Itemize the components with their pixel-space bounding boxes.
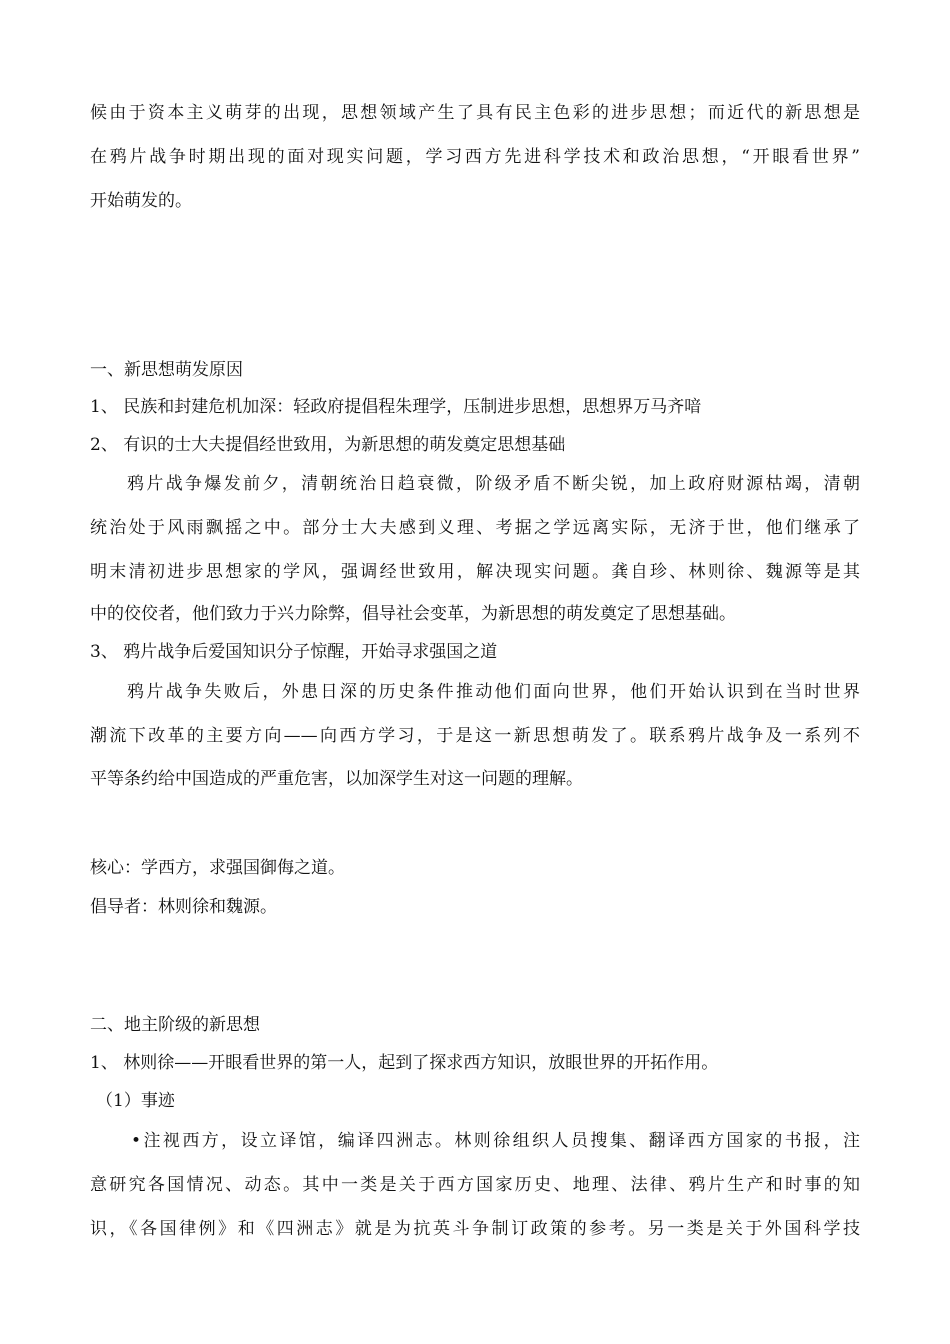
section1-para2-line-1: 鸦片战争爆发前夕，清朝统治日趋衰微，阶级矛盾不断尖锐，加上政府财源枯竭，清朝 [127, 474, 860, 494]
section2-heading: 二、地主阶级的新思想 [90, 1015, 260, 1035]
intro-line-3: 开始萌发的。 [90, 191, 192, 211]
section1-advocates: 倡导者：林则徐和魏源。 [90, 897, 277, 917]
section1-para3-line-3: 平等条约给中国造成的严重危害，以加深学生对这一问题的理解。 [90, 769, 583, 789]
section2-sub-1: （1）事迹 [96, 1091, 175, 1111]
section2-item-1: 1、 林则徐——开眼看世界的第一人，起到了探求西方知识，放眼世界的开拓作用。 [90, 1053, 719, 1073]
section1-item-3: 3、 鸦片战争后爱国知识分子惊醒，开始寻求强国之道 [90, 642, 498, 662]
section2-para-line-1: •注视西方，设立译馆，编译四洲志。林则徐组织人员搜集、翻译西方国家的书报，注 [131, 1131, 860, 1151]
section2-para-line-3: 识，《各国律例》和《四洲志》就是为抗英斗争制订政策的参考。另一类是关于外国科学技 [90, 1219, 860, 1239]
section1-para2-line-2: 统治处于风雨飘摇之中。部分士大夫感到义理、考据之学远离实际，无济于世，他们继承了 [90, 518, 860, 538]
section1-para2-line-3: 明末清初进步思想家的学风，强调经世致用，解决现实问题。龚自珍、林则徐、魏源等是其 [90, 562, 860, 582]
section1-para3-line-2: 潮流下改革的主要方向——向西方学习，于是这一新思想萌发了。联系鸦片战争及一系列不 [90, 726, 860, 746]
section1-core: 核心：学西方，求强国御侮之道。 [90, 858, 345, 878]
intro-line-1: 候由于资本主义萌芽的出现，思想领域产生了具有民主色彩的进步思想；而近代的新思想是 [90, 103, 860, 123]
section1-para2-line-4: 中的佼佼者，他们致力于兴力除弊，倡导社会变革，为新思想的萌发奠定了思想基础。 [90, 604, 736, 624]
section1-item-2: 2、 有识的士大夫提倡经世致用，为新思想的萌发奠定思想基础 [90, 435, 566, 455]
intro-line-2: 在鸦片战争时期出现的面对现实问题，学习西方先进科学技术和政治思想，“开眼看世界” [90, 147, 860, 167]
section1-item-1: 1、 民族和封建危机加深：轻政府提倡程朱理学，压制进步思想，思想界万马齐喑 [90, 397, 702, 417]
section1-heading: 一、新思想萌发原因 [90, 360, 243, 380]
section2-para-line-2: 意研究各国情况、动态。其中一类是关于西方国家历史、地理、法律、鸦片生产和时事的知 [90, 1175, 860, 1195]
section1-para3-line-1: 鸦片战争失败后，外患日深的历史条件推动他们面向世界，他们开始认识到在当时世界 [127, 682, 860, 702]
